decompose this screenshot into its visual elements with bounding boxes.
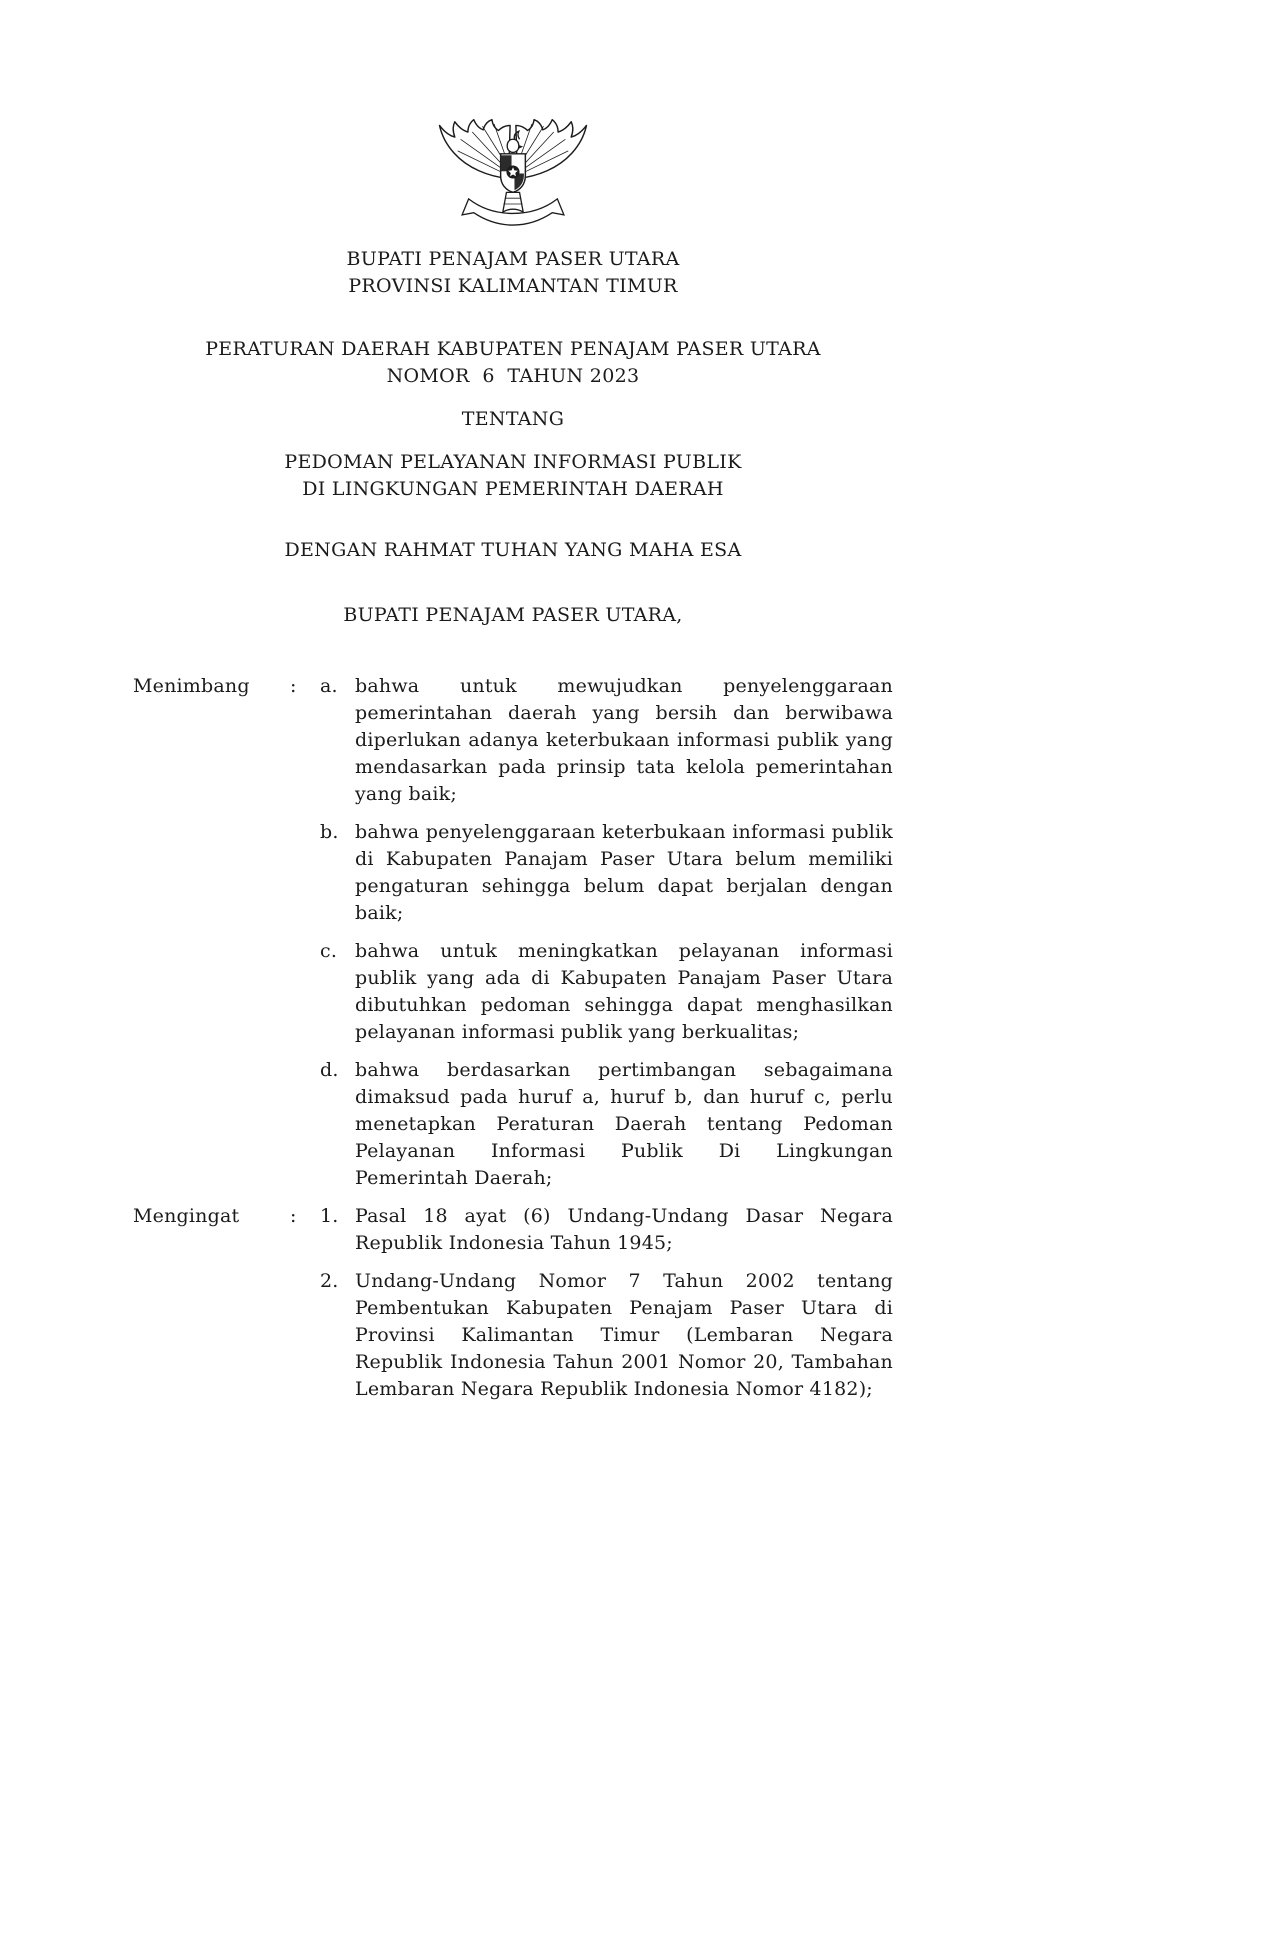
- subject-line-2: DI LINGKUNGAN PEMERINTAH DAERAH: [302, 478, 724, 500]
- clause-text: bahwa berdasarkan pertimbangan sebagaimana dimaksud pada huruf a, huruf b, dan huruf c, perlu menetapkan Peraturan Daerah tentang Pedoman Pelayanan Informasi Publik Di Lingkungan Pemerintah Daerah;: [355, 1059, 893, 1189]
- garuda-icon: [433, 110, 593, 234]
- section-label-mengingat: Mengingat: [133, 1205, 240, 1227]
- clause-label-spacer: [133, 938, 290, 1046]
- clause-colon-spacer: [290, 1268, 320, 1403]
- garuda-pancasila-emblem: [133, 110, 893, 238]
- clause-mengingat-2: [133, 1268, 893, 1403]
- clause-colon: :: [290, 675, 297, 697]
- clause-colon: :: [290, 1205, 297, 1227]
- clause-label-spacer: [133, 819, 290, 927]
- document-content: [133, 110, 893, 1414]
- clause-marker: a.: [320, 675, 338, 697]
- invocation-line: DENGAN RAHMAT TUHAN YANG MAHA ESA: [284, 539, 742, 561]
- clause-colon-spacer: [290, 938, 320, 1046]
- issuer-line-1: BUPATI PENAJAM PASER UTARA: [346, 248, 680, 270]
- clause-text: Undang-Undang Nomor 7 Tahun 2002 tentang Pembentukan Kabupaten Penajam Paser Utara di Provinsi Kalimantan Timur (Lembaran Negara Republik Indonesia Tahun 2001 Nomor 20, Tambahan Lembaran Negara Republik Indonesia Nomor 4182);: [355, 1270, 893, 1400]
- clause-mengingat-1: [133, 1203, 893, 1257]
- regulation-title: PERATURAN DAERAH KABUPATEN PENAJAM PASER UTARA: [205, 338, 821, 360]
- clause-text: bahwa untuk meningkatkan pelayanan informasi publik yang ada di Kabupaten Panajam Paser Utara dibutuhkan pedoman sehingga dapat menghasilkan pelayanan informasi publik yang berkualitas;: [355, 940, 893, 1043]
- clause-menimbang-d: [133, 1057, 893, 1192]
- clause-label-spacer: [133, 1057, 290, 1192]
- clauses-block: [133, 673, 893, 1403]
- clause-marker: c.: [320, 940, 338, 962]
- clause-label-spacer: [133, 1268, 290, 1403]
- clause-text: bahwa untuk mewujudkan penyelenggaraan pemerintahan daerah yang bersih dan berwibawa diperlukan adanya keterbukaan informasi publik yang mendasarkan pada prinsip tata kelola pemerintahan yang baik;: [355, 675, 893, 805]
- clause-text: Pasal 18 ayat (6) Undang-Undang Dasar Negara Republik Indonesia Tahun 1945;: [355, 1205, 893, 1254]
- clause-menimbang-a: [133, 673, 893, 808]
- section-label-menimbang: Menimbang: [133, 675, 250, 697]
- issuer-line-2: PROVINSI KALIMANTAN TIMUR: [348, 275, 678, 297]
- clause-colon-spacer: [290, 1057, 320, 1192]
- clause-text: bahwa penyelenggaraan keterbukaan informasi publik di Kabupaten Panajam Paser Utara belum memiliki pengaturan sehingga belum dapat berjalan dengan baik;: [355, 821, 893, 924]
- clause-colon-spacer: [290, 819, 320, 927]
- tentang-label: TENTANG: [461, 408, 565, 430]
- clause-marker: d.: [320, 1059, 339, 1081]
- subject-line-1: PEDOMAN PELAYANAN INFORMASI PUBLIK: [284, 451, 742, 473]
- regulation-number: NOMOR 6 TAHUN 2023: [386, 365, 640, 387]
- clause-marker: b.: [320, 821, 339, 843]
- enacting-authority-line: BUPATI PENAJAM PASER UTARA,: [343, 604, 683, 626]
- clause-marker: 2.: [320, 1270, 339, 1292]
- clause-menimbang-b: [133, 819, 893, 927]
- clause-marker: 1.: [320, 1205, 339, 1227]
- clause-menimbang-c: [133, 938, 893, 1046]
